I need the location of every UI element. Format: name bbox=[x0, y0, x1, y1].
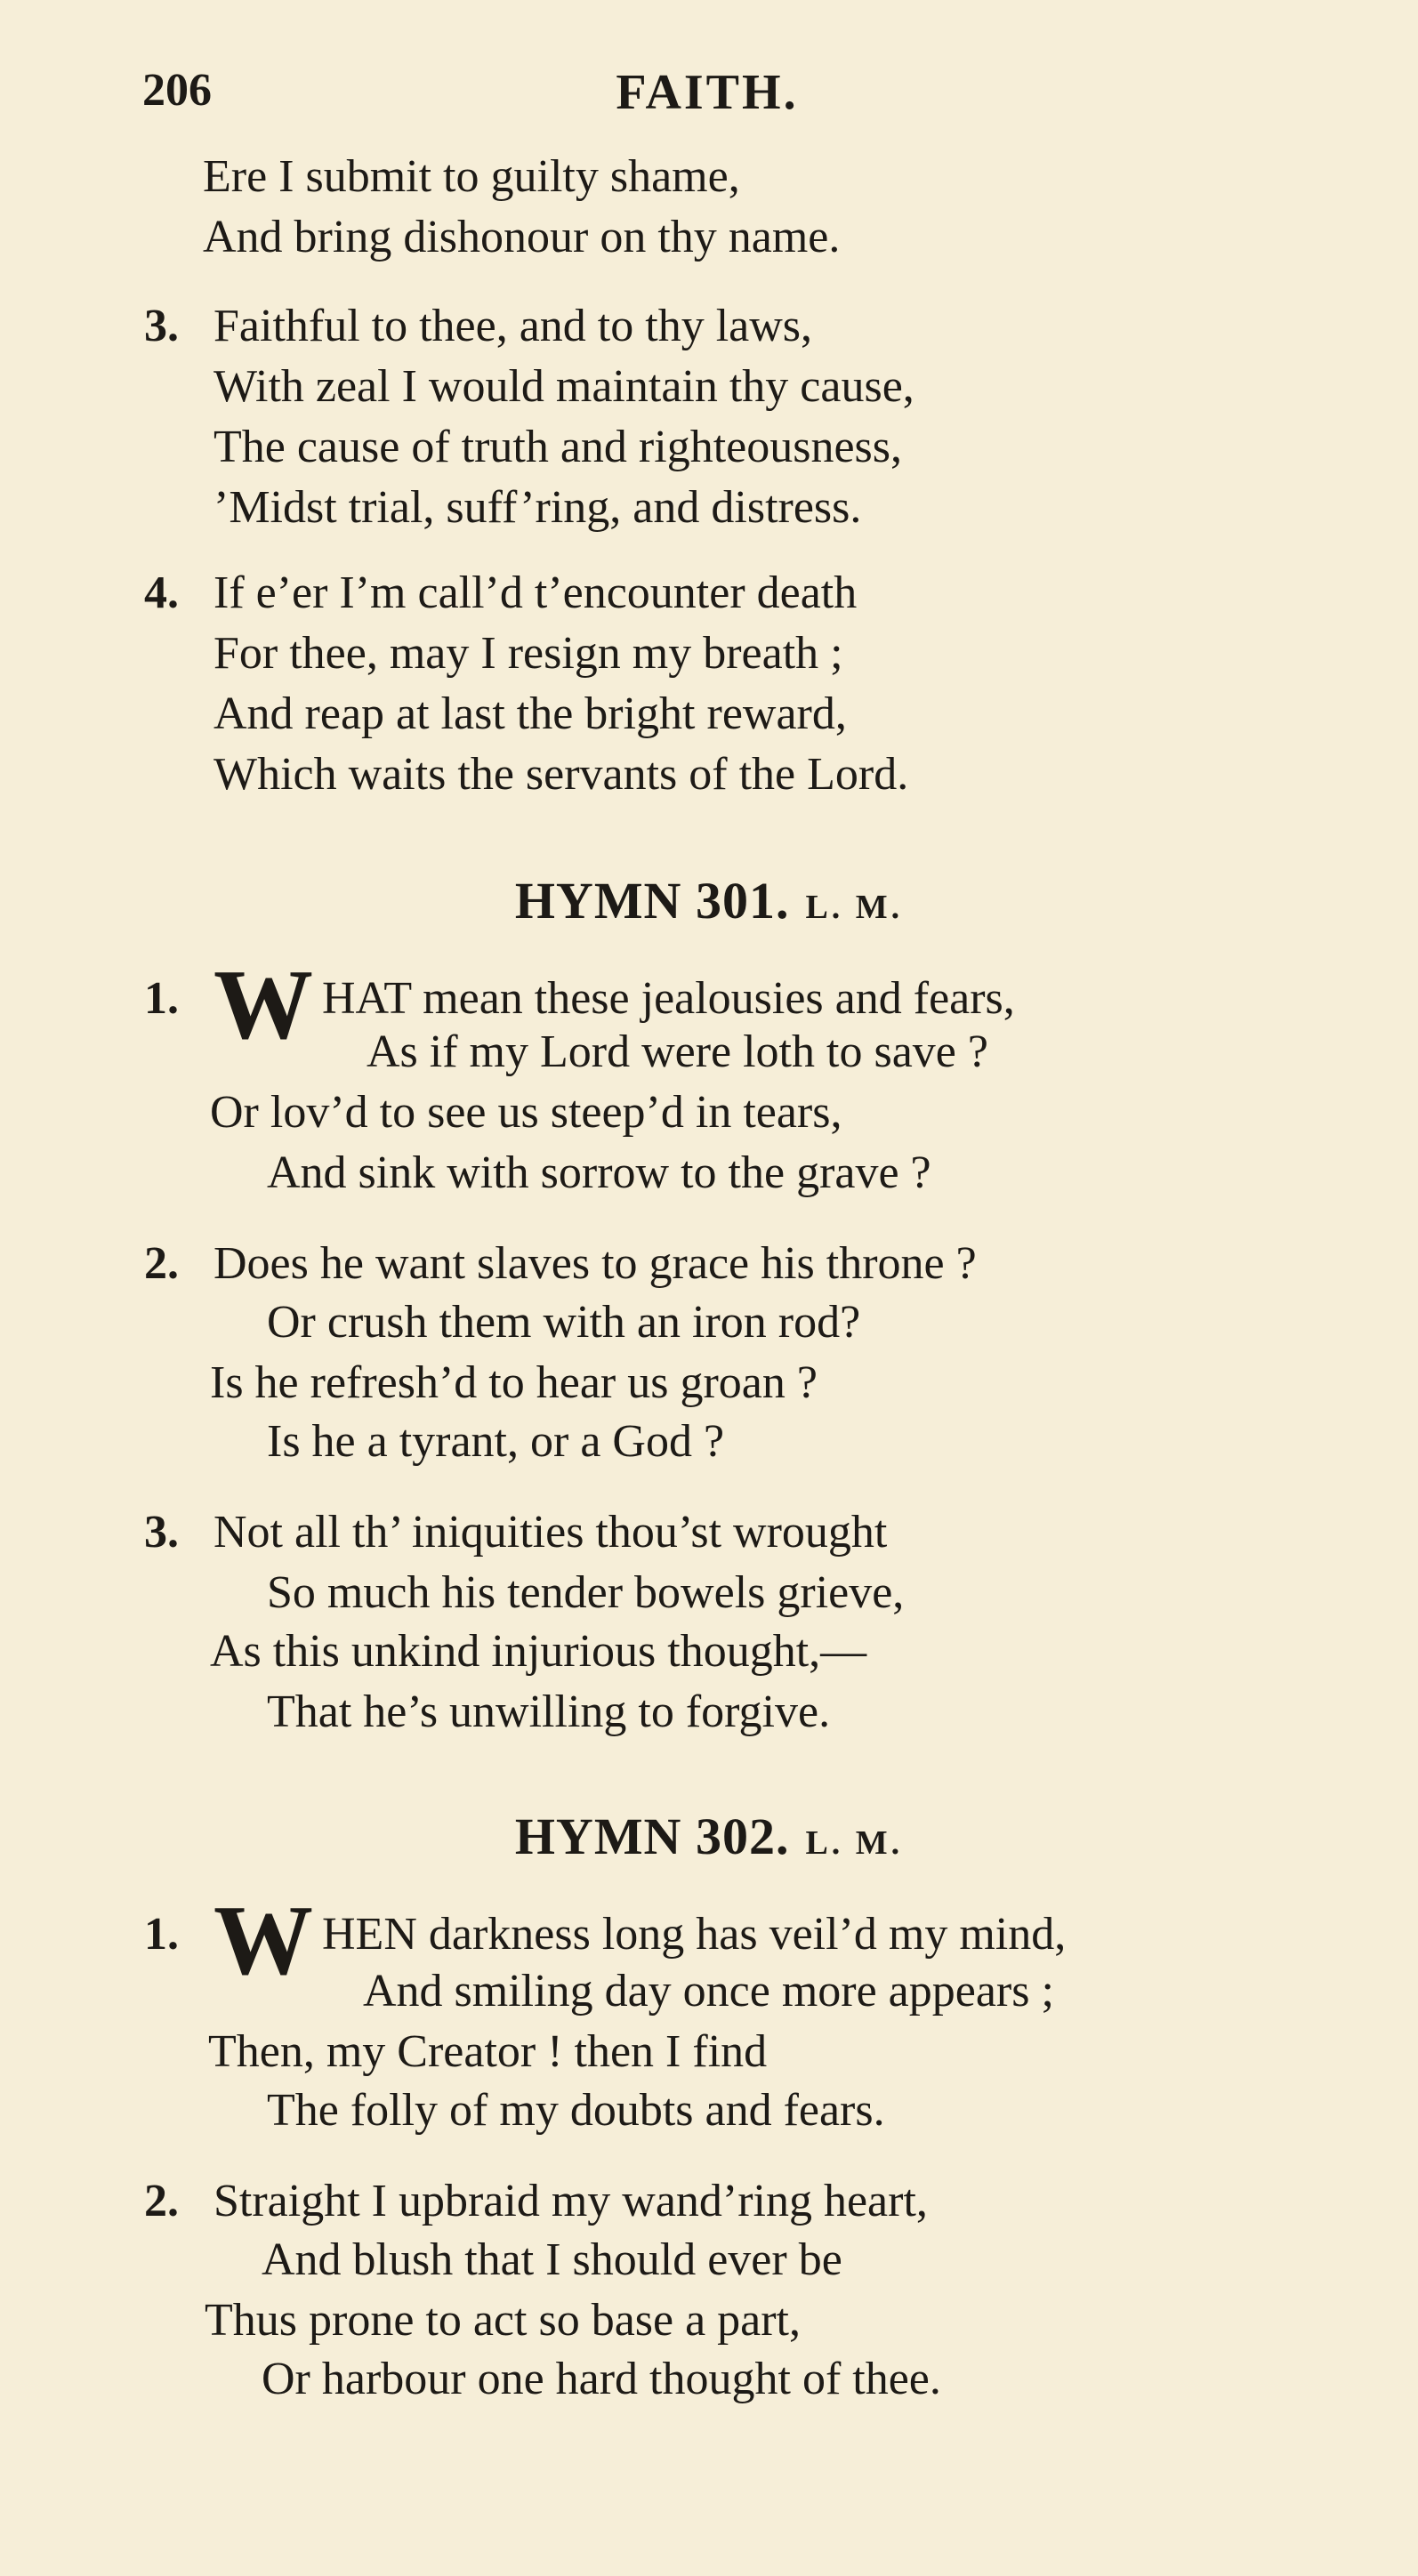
page-header bbox=[142, 64, 1272, 126]
stanza-number: 3. bbox=[144, 1507, 179, 1558]
verse-line: ’Midst trial, suff’ring, and distress. bbox=[214, 482, 862, 533]
verse-line: For thee, may I resign my breath ; bbox=[214, 628, 843, 679]
verse-line: The folly of my doubts and fears. bbox=[267, 2085, 885, 2136]
stanza-number: 1. bbox=[144, 973, 179, 1024]
verse-line: Straight I upbraid my wand’ring heart, bbox=[214, 2176, 928, 2226]
verse-line: So much his tender bowels grieve, bbox=[267, 1567, 905, 1618]
verse-line: And reap at last the bright reward, bbox=[214, 688, 847, 739]
verse-line: Or crush them with an iron rod? bbox=[267, 1297, 861, 1348]
verse-line: Then, my Creator ! then I find bbox=[208, 2026, 768, 2077]
hymn-302-title bbox=[0, 1806, 1418, 1874]
verse-line: And smiling day once more appears ; bbox=[363, 1966, 1054, 2017]
hymn-number: HYMN 302. bbox=[514, 1807, 790, 1865]
running-title: FAITH. bbox=[616, 65, 799, 120]
verse-line: And sink with sorrow to the grave ? bbox=[267, 1147, 931, 1198]
verse-line: HEN darkness long has veil’d my mind, bbox=[322, 1909, 1067, 1960]
verse-line: Or lov’d to see us steep’d in tears, bbox=[210, 1087, 842, 1138]
stanza-number: 2. bbox=[144, 2176, 179, 2226]
drop-cap: W bbox=[214, 950, 313, 1060]
verse-line: If e’er I’m call’d t’encounter death bbox=[214, 568, 858, 618]
verse-line: Or harbour one hard thought of thee. bbox=[262, 2354, 941, 2404]
hymn-number: HYMN 301. bbox=[514, 872, 790, 930]
stanza-number: 3. bbox=[144, 301, 179, 351]
stanza-number: 1. bbox=[144, 1909, 179, 1960]
verse-line: And blush that I should ever be bbox=[262, 2234, 842, 2285]
verse-line: Is he refresh’d to hear us groan ? bbox=[210, 1357, 818, 1408]
verse-line: The cause of truth and righteousness, bbox=[214, 422, 903, 472]
hymn-meter: L. M. bbox=[805, 1824, 904, 1862]
stanza-number: 2. bbox=[144, 1238, 179, 1289]
verse-line: That he’s unwilling to forgive. bbox=[267, 1686, 831, 1737]
verse-line: Ere I submit to guilty shame, bbox=[203, 151, 740, 202]
verse-line: And bring dishonour on thy name. bbox=[203, 212, 841, 262]
verse-line: With zeal I would maintain thy cause, bbox=[214, 361, 914, 412]
verse-line: Thus prone to act so base a part, bbox=[205, 2295, 802, 2346]
stanza-number: 4. bbox=[144, 568, 179, 618]
verse-line: Does he want slaves to grace his throne ? bbox=[214, 1238, 977, 1289]
verse-line: As if my Lord were loth to save ? bbox=[367, 1026, 988, 1077]
verse-line: HAT mean these jealousies and fears, bbox=[322, 973, 1015, 1024]
hymn-301-title bbox=[0, 870, 1418, 938]
verse-line: Which waits the servants of the Lord. bbox=[214, 749, 909, 800]
verse-line: Not all th’ iniquities thou’st wrought bbox=[214, 1507, 888, 1558]
verse-line: Is he a tyrant, or a God ? bbox=[267, 1416, 725, 1467]
verse-line: As this unkind injurious thought,— bbox=[210, 1626, 867, 1677]
drop-cap: W bbox=[214, 1886, 313, 1996]
page-number: 206 bbox=[142, 65, 212, 116]
verse-line: Faithful to thee, and to thy laws, bbox=[214, 301, 813, 351]
hymn-meter: L. M. bbox=[805, 889, 904, 926]
